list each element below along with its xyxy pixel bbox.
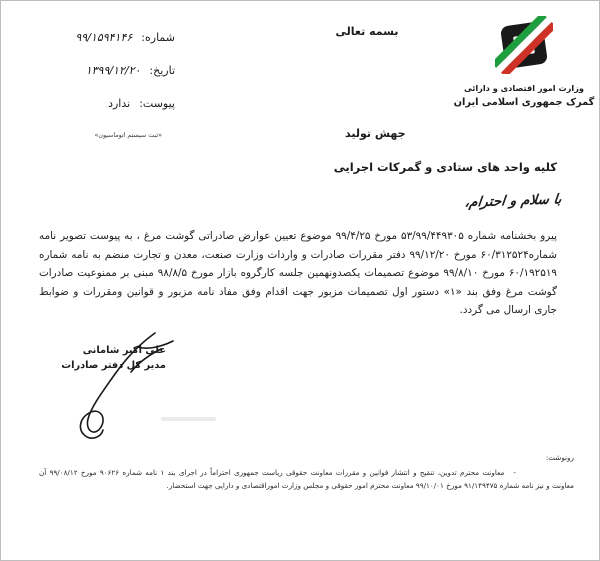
scan-smudge: [161, 417, 216, 421]
number-label: شماره:: [141, 31, 175, 44]
attachment-value: ندارد: [108, 97, 131, 110]
automation-note: «ثبت سیستم اتوماسیون»: [94, 132, 162, 139]
copy-to-item: [39, 467, 574, 492]
ministry-name: وزارت امور اقتصادی و دارائی: [464, 83, 585, 93]
letter-number-row: [75, 31, 175, 44]
recipient-line: کلیه واحد های ستادی و گمرکات اجرایی: [333, 160, 557, 174]
copy-to-text: معاونت محترم تدوین، تنقیح و انتشار قوانین و مقررات معاونت حقوقی ریاست جمهوری احتراماً در اجرای بند ۱ نامه شماره ۹۰۶۲۶ مورخ ۹۹/۰۸/۱۲ آن معاونت و نیز نامه شماره ۹۱/۱۴۹۴۷۵ مورخ ۹۹/۱۰/۰۱ معاونت محترم امور حقوقی و مجلس وزارت اموراقتصادی و دارایی جهت استحضار.: [39, 468, 574, 490]
letter-body: پیرو بخشنامه شماره ۵۳/۹۹/۴۴۹۳۰۵ مورخ ۹۹/۴/۲۵ موضوع تعیین عوارض صادراتی گوشت مرغ ، به پیوست تصویر نامه شماره۶۰/۳۱۲۵۲۴ مورخ ۹۹/۱۲/۲۰ دفتر مقررات صادرات و واردات وزارت صنعت، معدن و تجارت منضم به نامه شماره ۶۰/۱۹۲۵۱۹ مورخ ۹۹/۸/۱۰ موضوع تصمیمات یکصدونهمین جلسه کارگروه بازار مورخ ۹۸/۸/۵ مبنی بر ممنوعیت صادرات گوشت مرغ وفق بند «۱» دستور اول تصمیمات مزبور جهت اقدام وفق مفاد نامه مزبور و قوانین ومقررات و ضوابط جاری ارسال می گردد.: [39, 230, 558, 317]
customs-logo-icon: [495, 16, 553, 74]
signatory-title: مدیر کل دفتر صادرات: [61, 360, 166, 371]
letter-date-row: [86, 64, 175, 77]
bismillah-text: بسمه تعالی: [335, 25, 399, 38]
date-label: تاریخ:: [149, 64, 175, 77]
year-slogan: جهش تولید: [345, 127, 406, 140]
copy-to-label: رونوشت:: [545, 453, 574, 462]
signature-block: [61, 343, 166, 373]
attachment-row: [108, 97, 175, 110]
bullet-dash: -: [513, 468, 516, 477]
salutation-script: با سلام و احترام،: [463, 191, 563, 211]
date-value: ۱۳۹۹/۱۲/۲۰: [85, 64, 141, 77]
signatory-name: علی اکبر شامانی: [82, 345, 166, 356]
attachment-label: پیوست:: [139, 97, 175, 110]
organization-name: گمرک جمهوری اسلامی ایران: [453, 97, 595, 108]
number-value: ۹۹/۱۵۹۴۱۴۶: [75, 31, 133, 44]
letterhead: [453, 16, 595, 108]
